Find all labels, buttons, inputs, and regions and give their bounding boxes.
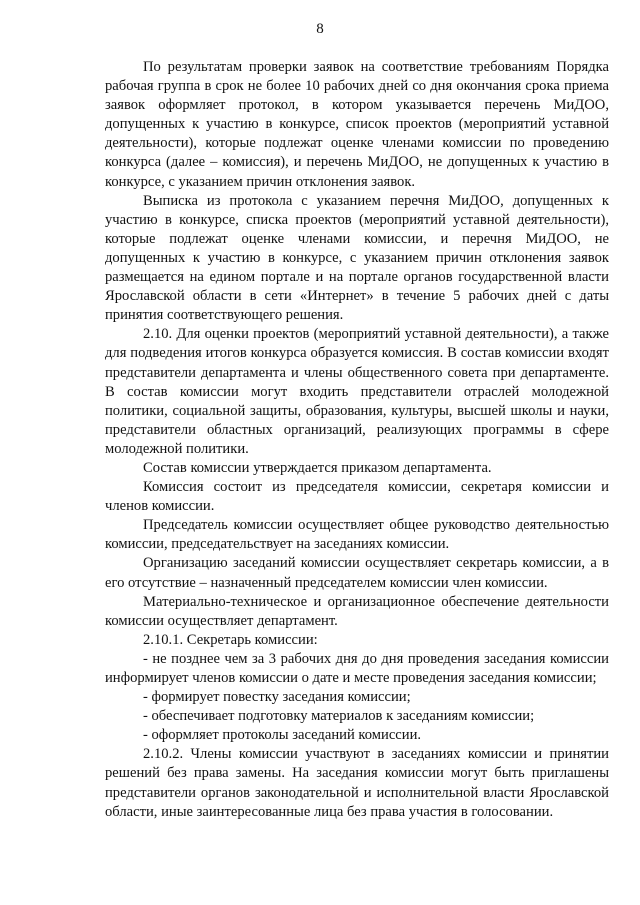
list-item-agenda: - формирует повестку заседания комиссии; — [143, 689, 411, 706]
paragraph-review-results: По результатам проверки заявок на соответствие требованиям Порядка рабочая группа в срок не более 10 рабочих дней со дня окончания срока приема заявок оформляет протокол, в котором указывается перечень МиДОО, допущенных к участию в конкурсе, список проектов (мероприятий уставной деятельности), которые подлежат оценке членами комиссии по проведению конкурса (далее – комиссия), и перечень МиДОО, не допущенных к участию в конкурсе, с указанием причин отклонения заявок. — [105, 59, 609, 190]
list-item-materials: - обеспечивает подготовку материалов к заседаниям комиссии; — [143, 708, 535, 725]
paragraph-meeting-organization: Организацию заседаний комиссии осуществляет секретарь комиссии, а в его отсутствие – назначенный председателем комиссии член комиссии. — [105, 555, 609, 591]
paragraph-2-10-2-members: 2.10.2. Члены комиссии участвуют в заседаниях комиссии и принятии решений без права замены. На заседания комиссии могут быть приглашены представители органов законодательной и исполнительной власти Ярославской области, иные заинтересованные лица без права участия в голосовании. — [105, 746, 609, 820]
paragraph-protocol-extract: Выписка из протокола с указанием перечня МиДОО, допущенных к участию в конкурсе, списка проектов (мероприятий уставной деятельности), которые подлежат оценке членами комиссии, и перечня МиДОО, не допущенных к участию в конкурсе, с указанием причин отклонения заявок размещается на едином портале и на портале органов государственной власти Ярославской области в сети «Интернет» в течение 5 рабочих дней с даты принятия соответствующего решения. — [105, 192, 609, 324]
paragraph-chairman: Председатель комиссии осуществляет общее руководство деятельностью комиссии, председательствует на заседаниях комиссии. — [105, 517, 609, 553]
list-item-informs-members: - не позднее чем за 3 рабочих дня до дня проведения заседания комиссии информирует членов комиссии о дате и месте проведения заседания комиссии; — [105, 650, 609, 686]
page-number: 8 — [316, 21, 324, 37]
paragraph-2-10-1-secretary: 2.10.1. Секретарь комиссии: — [143, 631, 318, 648]
paragraph-commission-approval: Состав комиссии утверждается приказом департамента. — [143, 459, 492, 476]
paragraph-2-10-commission: 2.10. Для оценки проектов (мероприятий уставной деятельности), а также для подведения итогов конкурса образуется комиссия. В состав комиссии входят представители департамента и члены общественного совета при департаменте. В состав комиссии могут входить представители отраслей молодежной политики, социальной защиты, образования, культуры, высшей школы и науки, представители областных организаций, реализующих программы в сфере молодежной политики. — [105, 326, 609, 457]
paragraph-material-support: Материально-техническое и организационное обеспечение деятельности комиссии осуществляет департамент. — [105, 593, 609, 629]
document-body — [105, 58, 609, 822]
paragraph-commission-composition: Комиссия состоит из председателя комиссии, секретаря комиссии и членов комиссии. — [105, 479, 609, 515]
list-item-protocols: - оформляет протоколы заседаний комиссии. — [143, 727, 422, 744]
